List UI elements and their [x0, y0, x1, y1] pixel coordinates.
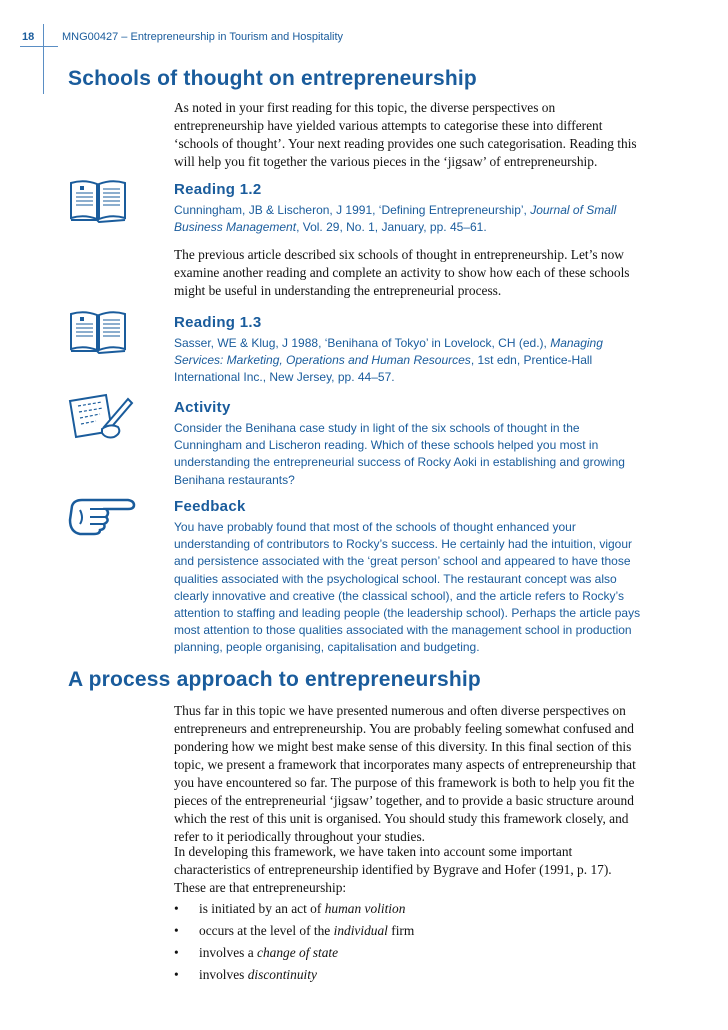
feedback-text: You have probably found that most of the schools of thought enhanced your understanding of contributors to Rocky’s success. He certainly had the intuition, vigour and persistence associated with the ‘great person’ school and appeared to have those qualities associated with the psychological school. The restaurant concept was also clearly innovative and creative (the classical school), and the article refers to Rocky’s attention to staffing and leading people (the leadership school). Perhaps the article pays most attention to those qualities associated with the management school in production planning, people organising, capitalisation and budgeting.	[174, 520, 641, 655]
reading-1-3-citation	[174, 335, 646, 387]
citation-journal: Journal of Small Business Management	[174, 203, 617, 235]
open-book-icon	[68, 177, 128, 223]
pointing-hand-icon	[66, 496, 138, 536]
list-item: • involves discontinuity	[174, 967, 317, 982]
citation-details: , Vol. 29, No. 1, January, pp. 45–61.	[296, 220, 487, 235]
list-item: • involves a change of state	[174, 945, 339, 960]
writing-hand-icon	[66, 393, 134, 441]
activity-text: Consider the Benihana case study in light of the six schools of thought in the Cunningham and Lischeron reading. Which of these schools helped you most in understanding the entrepreneurial success of Rocky Aoki in establishing and growing Benihana restaurants?	[174, 421, 625, 487]
intro-paragraph: As noted in your first reading for this topic, the diverse perspectives on entrepreneurship have yielded various attempts to categorise these into different ‘schools of thought’. Your next reading provides one such categorisation. Reading this will help you fit together the various pieces in the ‘jigsaw’ of entrepreneurship.	[174, 100, 637, 169]
list-item: • is initiated by an act of human volition	[174, 901, 406, 916]
open-book-icon	[68, 308, 128, 354]
section-title-process: A process approach to entrepreneurship	[68, 668, 481, 691]
header-rule-horizontal	[20, 46, 58, 47]
running-header: MNG00427 – Entrepreneurship in Tourism and Hospitality	[62, 31, 344, 43]
header-rule-vertical	[43, 24, 44, 94]
section-title-schools: Schools of thought on entrepreneurship	[68, 67, 477, 90]
page-number: 18	[22, 31, 35, 43]
feedback	[174, 498, 646, 657]
reading-1-3-heading: Reading 1.3	[174, 314, 262, 331]
bullet-dot: •	[174, 967, 179, 982]
activity-heading: Activity	[174, 399, 231, 416]
citation-details: , 1st edn, Prentice-Hall International Inc., New Jersey, pp. 44–57.	[174, 353, 593, 385]
process-paragraph-1: Thus far in this topic we have presented numerous and often diverse perspectives on entrepreneurs and entrepreneurship. You are probably feeling somewhat confused and pondering how we might best make sense of this diversity. In this final section of this topic, we present a framework that incorporates many aspects of entrepreneurship that you have encountered so far. The purpose of this framework is both to help you fit the pieces of the entrepreneurial ‘jigsaw’ together, and to provide a basic structure around which the rest of this unit is organised. You should study this framework closely, and refer to it periodically throughout your studies.	[174, 703, 636, 844]
reading-1-3	[174, 314, 646, 387]
reading-1-2-followup: The previous article described six schools of thought in entrepreneurship. Let’s now examine another reading and complete an activity to show how each of these schools might be useful in understanding the entrepreneurial process.	[174, 247, 630, 299]
bullet-dot: •	[174, 923, 179, 938]
list-item: • occurs at the level of the individual firm	[174, 923, 415, 938]
citation-authors: Sasser, WE & Klug, J 1988, ‘Benihana of Tokyo’ in Lovelock, CH (ed.),	[174, 336, 551, 350]
feedback-heading: Feedback	[174, 498, 246, 515]
process-paragraph-2: In developing this framework, we have taken into account some important characteristics of entrepreneurship identified by Bygrave and Hofer (1991, p. 17). These are that entrepreneurship:	[174, 844, 612, 895]
reading-1-2-citation	[174, 202, 646, 236]
bullet-dot: •	[174, 945, 179, 960]
citation-authors: Cunningham, JB & Lischeron, J 1991, ‘Defining Entrepreneurship’,	[174, 203, 531, 217]
characteristics-list	[174, 900, 646, 988]
activity	[174, 399, 646, 489]
reading-1-2	[174, 181, 646, 300]
bullet-dot: •	[174, 901, 179, 916]
citation-book: Managing Services: Marketing, Operations and Human Resources	[174, 336, 603, 368]
reading-1-2-heading: Reading 1.2	[174, 181, 262, 198]
